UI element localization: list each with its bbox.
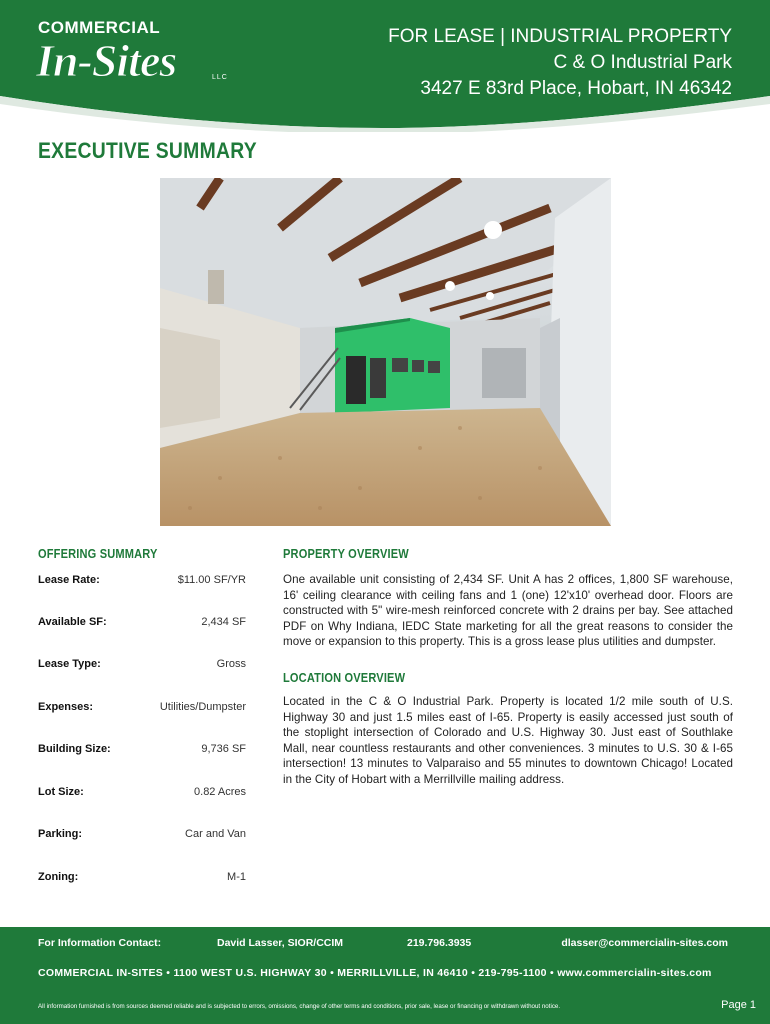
agent-name: David Lasser, SIOR/CCIM: [217, 937, 344, 949]
footer: [0, 927, 770, 1024]
offering-value: $11.00 SF/YR: [177, 574, 246, 586]
offering-label: Lot Size:: [38, 786, 84, 798]
offering-row: [38, 658, 246, 674]
property-overview-text: One available unit consisting of 2,434 SF. Unit A has 2 offices, 1,800 SF warehouse, 16' ceiling clearance with ceiling fans and 1 (one) 12'x10' overhead door. Floors are constructed with 5" wire-mesh reinforced concrete with 2 drains per bay. See attached PDF on Why Indiana, IEDC State marketing for all the great reasons to consider the move or expansion to this property. This is a gross lease plus utilities and dumpster.: [283, 573, 733, 649]
offering-label: Expenses:: [38, 701, 94, 713]
offering-label: Available SF:: [38, 616, 107, 628]
property-overview-heading: PROPERTY OVERVIEW: [283, 546, 409, 561]
offering-summary-heading: OFFERING SUMMARY: [38, 546, 158, 561]
warehouse-photo: [160, 178, 611, 526]
offering-row: [38, 871, 246, 887]
offering-value: 0.82 Acres: [194, 786, 246, 798]
location-overview-heading: LOCATION OVERVIEW: [283, 669, 406, 685]
overview-column: [283, 546, 733, 788]
listing-type: FOR LEASE | INDUSTRIAL PROPERTY: [388, 26, 732, 47]
logo-commercial-text: COMMERCIAL: [38, 18, 161, 37]
logo-llc-text: LLC: [212, 74, 228, 81]
location-overview-text: Located in the C & O Industrial Park. Property is located 1/2 mile south of U.S. Highway 30 and just 1.5 miles east of I-65. Property is easily accessed just south of the stoplight intersection of Colorado and U.S. Highway 30. Just east of Southlake Mall, near countless restaurants and other conveniences. 3 minutes to U.S. 30 & I-65 intersection! 13 minutes to Valparaiso and 55 minutes to downtown Chicago! Located in the City of Hobart with a Merrillville mailing address.: [283, 694, 733, 786]
offering-label: Zoning:: [38, 871, 79, 883]
offering-value: M-1: [227, 871, 246, 883]
page-title: EXECUTIVE SUMMARY: [38, 138, 257, 163]
offering-row: [38, 616, 246, 632]
offering-label: Parking:: [38, 828, 83, 840]
offering-row: [38, 828, 246, 844]
offering-value: Gross: [216, 658, 246, 670]
offering-label: Lease Type:: [38, 658, 101, 670]
warehouse-interior-image: [160, 178, 611, 526]
offering-label: Building Size:: [38, 743, 111, 755]
offering-row: [38, 786, 246, 802]
property-address: 3427 E 83rd Place, Hobart, IN 46342: [420, 78, 732, 99]
offering-row: [38, 701, 246, 717]
company-logo: [36, 18, 236, 90]
agent-phone[interactable]: 219.796.3935: [407, 937, 472, 949]
listing-headline: [388, 24, 732, 102]
offering-value: Utilities/Dumpster: [159, 701, 246, 713]
agent-email-link[interactable]: dlasser@commercialin-sites.com: [561, 937, 728, 949]
logo-insites-text: In-Sites: [36, 35, 177, 86]
offering-row: [38, 743, 246, 759]
property-name: C & O Industrial Park: [553, 52, 732, 73]
offering-summary: [38, 546, 246, 883]
offering-label: Lease Rate:: [38, 574, 100, 586]
offering-value: 2,434 SF: [201, 616, 246, 628]
header-banner: [0, 0, 770, 132]
contact-label: For Information Contact:: [38, 937, 162, 949]
offering-row: [38, 574, 246, 590]
offering-value: Car and Van: [185, 828, 246, 840]
company-address-line: COMMERCIAL IN-SITES • 1100 WEST U.S. HIGHWAY 30 • MERRILLVILLE, IN 46410 • 219-795-1100 • www.commercialin-sites.com: [38, 967, 712, 979]
legal-disclaimer: All information furnished is from sources deemed reliable and is subjected to errors, omissions, change of other terms and conditions, prior sale, lease or financing or withdrawn without notice.: [38, 1003, 561, 1010]
offering-value: 9,736 SF: [201, 743, 246, 755]
page-number: Page 1: [721, 999, 756, 1011]
